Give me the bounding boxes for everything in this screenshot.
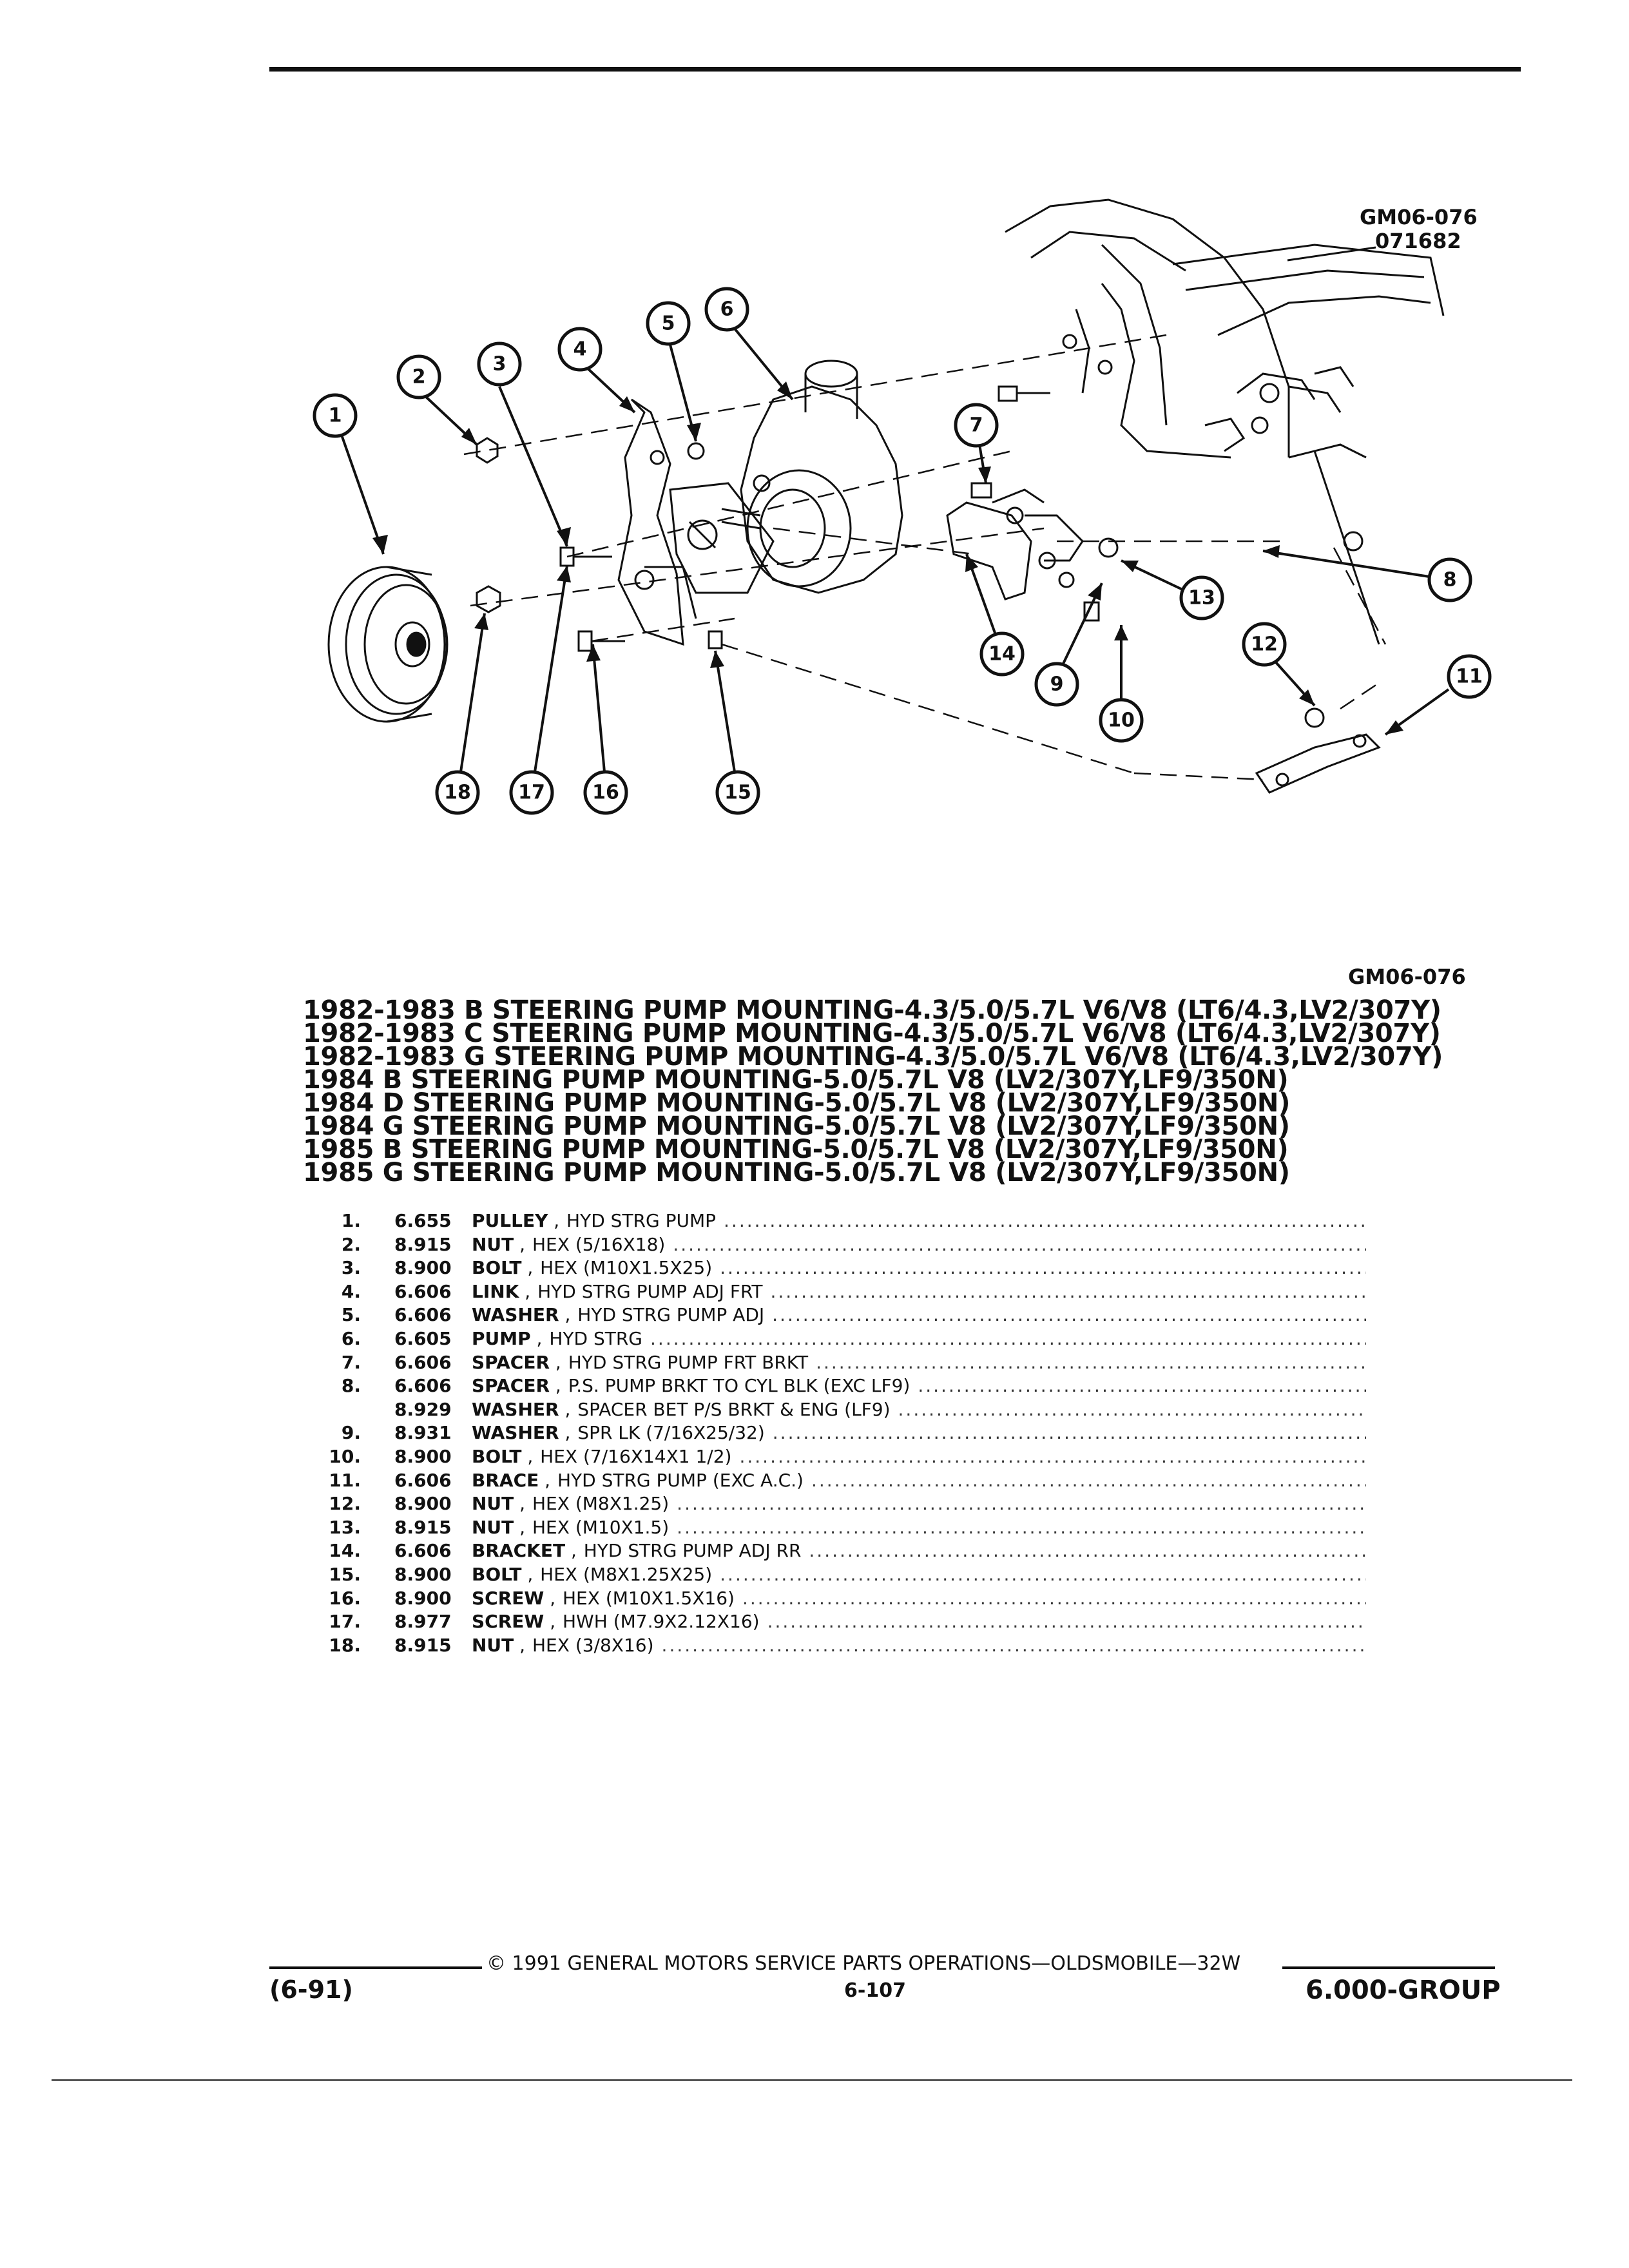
title-line: 1982-1983 C STEERING PUMP MOUNTING-4.3/5.0/5.7L V6/V8 (LT6/4.3,LV2/307Y) xyxy=(303,1019,1441,1048)
callout-15 xyxy=(710,651,758,813)
title-line: 1984 G STEERING PUMP MOUNTING-5.0/5.7L V8 (LV2/307Y,LF9/350N) xyxy=(303,1111,1290,1141)
title-line: 1984 B STEERING PUMP MOUNTING-5.0/5.7L V8 (LV2/307Y,LF9/350N) xyxy=(303,1065,1289,1095)
list-item: 15. 8.900 BOLT , HEX (M8X1.25X25) ..... xyxy=(309,1564,1366,1588)
callout-6 xyxy=(706,289,793,399)
pulley xyxy=(329,567,447,722)
callout-4 xyxy=(559,329,635,412)
list-item: 4. 6.606 LINK , HYD STRG PUMP ADJ FRT ..... xyxy=(309,1281,1366,1305)
title-block xyxy=(303,995,1540,1187)
svg-text:15: 15 xyxy=(724,781,751,804)
title-line: 1982-1983 B STEERING PUMP MOUNTING-4.3/5.0/5.7L V6/V8 (LT6/4.3,LV2/307Y) xyxy=(303,995,1441,1025)
list-item: 12. 8.900 NUT , HEX (M8X1.25) ..... xyxy=(309,1493,1366,1517)
svg-text:4: 4 xyxy=(573,338,587,361)
svg-text:6: 6 xyxy=(720,298,734,321)
callout-16 xyxy=(585,644,626,813)
title-line: 1985 B STEERING PUMP MOUNTING-5.0/5.7L V8 (LV2/307Y,LF9/350N) xyxy=(303,1135,1289,1164)
callout-12 xyxy=(1244,624,1315,706)
callout-17 xyxy=(511,566,571,813)
engine-block xyxy=(1005,200,1443,644)
svg-text:7: 7 xyxy=(969,414,983,437)
list-item: 2. 8.915 NUT , HEX (5/16X18) ..... xyxy=(309,1234,1366,1258)
callout-9 xyxy=(1036,583,1102,705)
parts-list xyxy=(309,1210,1366,1658)
title-line: 1985 G STEERING PUMP MOUNTING-5.0/5.7L V8 (LV2/307Y,LF9/350N) xyxy=(303,1158,1290,1187)
illustration-code: GM06-076 xyxy=(1360,205,1478,229)
list-item: 18. 8.915 NUT , HEX (3/8X16) ..... xyxy=(309,1635,1366,1658)
list-item: 9. 8.931 WASHER , SPR LK (7/16X25/32) ..... xyxy=(309,1422,1366,1446)
list-item: 8. 6.606 SPACER , P.S. PUMP BRKT TO CYL BLK (EXC LF9) ..... xyxy=(309,1375,1366,1399)
callout-1 xyxy=(314,395,388,554)
illustration-code-bottom: GM06-076 xyxy=(1348,965,1466,989)
svg-text:2: 2 xyxy=(412,365,426,389)
callout-8 xyxy=(1263,545,1470,601)
date-code: (6-91) xyxy=(269,1975,353,2004)
title-line: 1984 D STEERING PUMP MOUNTING-5.0/5.7L V8 (LV2/307Y,LF9/350N) xyxy=(303,1088,1291,1118)
callout-2 xyxy=(398,356,477,445)
list-item: 3. 8.900 BOLT , HEX (M10X1.5X25) ..... xyxy=(309,1257,1366,1281)
svg-text:16: 16 xyxy=(592,781,619,804)
illustration-date: 071682 xyxy=(1375,229,1461,253)
svg-text:1: 1 xyxy=(328,404,342,427)
svg-text:11: 11 xyxy=(1456,665,1483,688)
svg-text:3: 3 xyxy=(492,352,506,376)
callout-group xyxy=(314,289,1490,813)
callout-11 xyxy=(1385,656,1490,735)
front-link-bracket xyxy=(619,399,696,644)
footer-rule-left xyxy=(269,1966,482,1969)
list-item: 10. 8.900 BOLT , HEX (7/16X14X1 1/2) ..... xyxy=(309,1446,1366,1470)
top-rule xyxy=(269,67,1521,72)
callout-13 xyxy=(1121,561,1222,619)
svg-text:17: 17 xyxy=(518,781,545,804)
callout-5 xyxy=(648,303,701,441)
svg-text:9: 9 xyxy=(1050,673,1064,696)
list-item: 13. 8.915 NUT , HEX (M10X1.5) ..... xyxy=(309,1517,1366,1541)
svg-text:10: 10 xyxy=(1108,709,1135,732)
group-label: 6.000-GROUP xyxy=(1306,1975,1501,2005)
callout-10 xyxy=(1101,625,1142,741)
svg-text:12: 12 xyxy=(1251,633,1278,656)
svg-text:13: 13 xyxy=(1188,586,1215,610)
footer-rule-right xyxy=(1282,1966,1495,1969)
page-number: 6-107 xyxy=(844,1979,906,2002)
copyright-line: © 1991 GENERAL MOTORS SERVICE PARTS OPERATIONS—OLDSMOBILE—32W xyxy=(487,1952,1241,1975)
list-item: 1. 6.655 PULLEY , HYD STRG PUMP ..... xyxy=(309,1210,1366,1234)
list-item: 7. 6.606 SPACER , HYD STRG PUMP FRT BRKT ..... xyxy=(309,1352,1366,1376)
svg-text:5: 5 xyxy=(661,312,675,335)
list-item: 14. 6.606 BRACKET , HYD STRG PUMP ADJ RR ..... xyxy=(309,1540,1366,1564)
callout-7 xyxy=(956,405,997,483)
hardware xyxy=(477,387,1362,727)
svg-text:18: 18 xyxy=(444,781,471,804)
list-item: 8.929 WASHER , SPACER BET P/S BRKT & ENG (LF9) ..... xyxy=(309,1399,1366,1423)
callout-3 xyxy=(479,343,571,546)
svg-text:8: 8 xyxy=(1443,568,1457,591)
list-item: 16. 8.900 SCREW , HEX (M10X1.5X16) ..... xyxy=(309,1588,1366,1611)
svg-text:14: 14 xyxy=(988,642,1016,666)
exploded-diagram xyxy=(284,180,1495,825)
list-item: 11. 6.606 BRACE , HYD STRG PUMP (EXC A.C.) ..... xyxy=(309,1470,1366,1494)
list-item: 6. 6.605 PUMP , HYD STRG ..... xyxy=(309,1328,1366,1352)
bottom-rule xyxy=(52,2079,1572,2081)
list-item: 17. 8.977 SCREW , HWH (M7.9X2.12X16) ..... xyxy=(309,1611,1366,1635)
list-item: 5. 6.606 WASHER , HYD STRG PUMP ADJ ..... xyxy=(309,1304,1366,1328)
title-line: 1982-1983 G STEERING PUMP MOUNTING-4.3/5.0/5.7L V6/V8 (LT6/4.3,LV2/307Y) xyxy=(303,1042,1443,1072)
